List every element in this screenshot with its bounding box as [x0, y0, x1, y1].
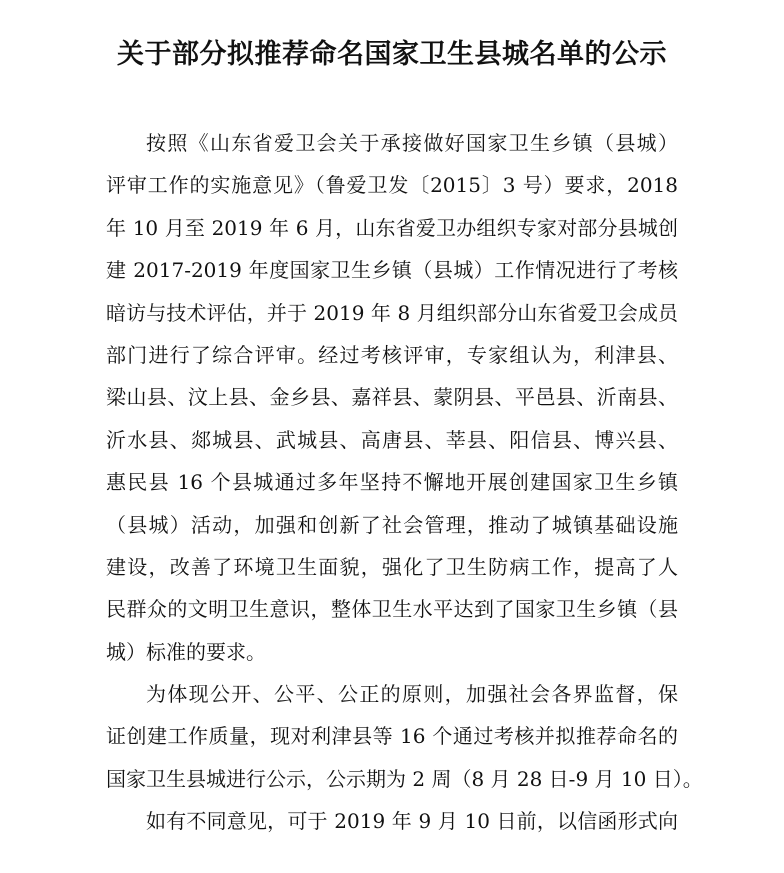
paragraph-2-line-1: 为体现公开、公平、公正的原则，加强社会各界监督，保	[146, 682, 678, 707]
paragraph-1-line-3: 年 10 月至 2019 年 6 月，山东省爱卫办组织专家对部分县城创	[106, 215, 678, 240]
paragraph-1-line-7: 梁山县、汶上县、金乡县、嘉祥县、蒙阴县、平邑县、沂南县、	[106, 385, 678, 410]
paragraph-1-line-5: 暗访与技术评估，并于 2019 年 8 月组织部分山东省爱卫会成员	[106, 300, 678, 325]
paragraph-1-line-12: 民群众的文明卫生意识，整体卫生水平达到了国家卫生乡镇（县	[106, 597, 678, 622]
paragraph-1-line-1: 按照《山东省爱卫会关于承接做好国家卫生乡镇（县城）	[146, 131, 678, 155]
paragraph-1-line-9: 惠民县 16 个县城通过多年坚持不懈地开展创建国家卫生乡镇	[106, 470, 678, 495]
paragraph-1-line-2: 评审工作的实施意见》（鲁爱卫发〔2015〕3 号）要求，2018	[106, 173, 678, 198]
paragraph-1-line-6: 部门进行了综合评审。经过考核评审，专家组认为，利津县、	[106, 342, 678, 367]
paragraph-1-line-8: 沂水县、郯城县、武城县、高唐县、莘县、阳信县、博兴县、	[106, 427, 678, 452]
document-body	[106, 122, 703, 843]
paragraph-3-line-1: 如有不同意见，可于 2019 年 9 月 10 日前，以信函形式向	[146, 809, 678, 834]
paragraph-1-line-10: （县城）活动，加强和创新了社会管理，推动了城镇基础设施	[106, 512, 678, 537]
paragraph-2-line-2: 证创建工作质量，现对利津县等 16 个通过考核并拟推荐命名的	[106, 724, 678, 749]
paragraph-1-line-11: 建设，改善了环境卫生面貌，强化了卫生防病工作，提高了人	[106, 554, 678, 579]
paragraph-1-line-4: 建 2017-2019 年度国家卫生乡镇（县城）工作情况进行了考核	[106, 258, 678, 283]
paragraph-2-line-3: 国家卫生县城进行公示，公示期为 2 周（8 月 28 日-9 月 10 日）。	[106, 766, 703, 791]
document-title: 关于部分拟推荐命名国家卫生县城名单的公示	[117, 39, 667, 70]
paragraph-1-line-13: 城）标准的要求。	[106, 639, 266, 664]
